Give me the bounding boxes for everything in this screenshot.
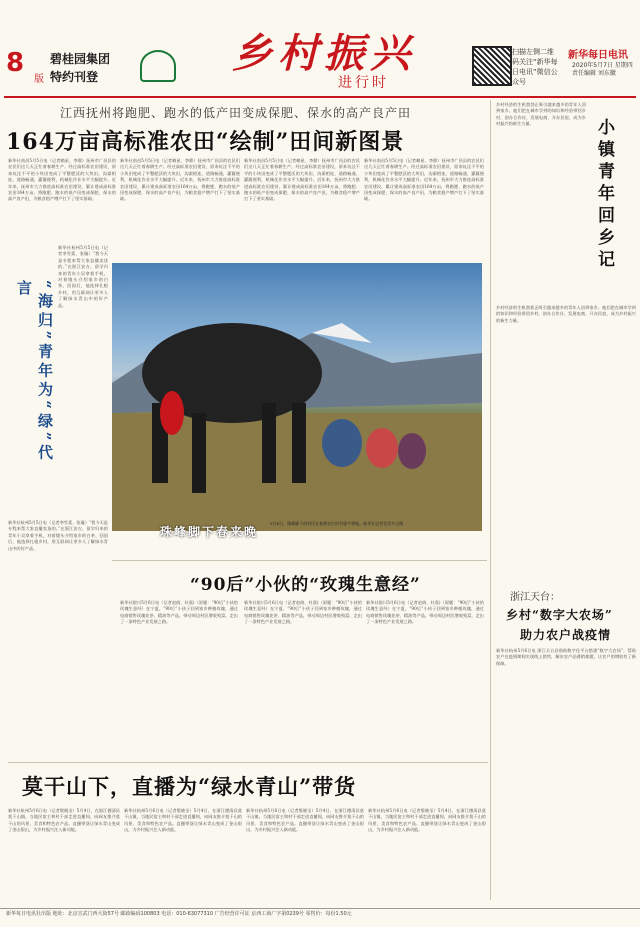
main-kicker: 江西抚州将跑肥、跑水的低产田变成保肥、保水的高产良产田 bbox=[60, 106, 412, 120]
mid-body-col1: 新华社银川5月6日电（记者赵倩、杜嘉)（原题：“90后”小伙的玫瑰生意经）在宁夏，“90后”小伙子回到家乡种植玫瑰，通过电商销售玫瑰花茶、精油等产品，带动周边村民增收致富，走出了一条特色产业发展之路。 bbox=[120, 600, 238, 625]
left-story-body-bottom: 新华社杭州5月5日电（记者李雪柔、张璇）“我今天是专程来帮大家直播卖货的。”在浙江安吉，留学归来的青年小吴拿着手机，对着镜头介绍家乡的白茶。回国后，他选择扎根乡村，用互联网让更多人了解绿水青山中的好产品。 bbox=[8, 520, 108, 551]
main-body-col4: 新华社南昌5月5日电（记者赖星、李鼎）抚州市广昌县的农民们这几天正忙着春耕生产。经过高标准农田建设，原来坑洼不平的小块田变成了平整肥沃的大块田，沟渠相连，道路畅通，灌溉便利，机械化作业水平大幅提升。近年来，抚州市大力推进高标准农田建设，累计建成高标准农田164万亩，将跑肥、跑水的低产田变成保肥、保水的高产良产田，为粮食稳产增产打下了坚实基础。 bbox=[364, 158, 484, 202]
footer-imprint: 新华每日电讯社出版 地址：北京宣武门西大街57号 邮政编码100803 电话：010-63077310 广告经营许可证 京西工商广字第0239号 零售价：每份1.50元 bbox=[0, 908, 640, 927]
mid-body-col2: 新华社银川5月6日电（记者赵倩、杜嘉)（原题：“90后”小伙的玫瑰生意经）在宁夏，“90后”小伙子回到家乡种植玫瑰，通过电商销售玫瑰花茶、精油等产品，带动周边村民增收致富，走出了一条特色产业发展之路。 bbox=[244, 600, 362, 625]
qr-text: 扫描左侧二维码关注“新华每日电讯”微信公众号 bbox=[512, 48, 558, 86]
masthead-divider bbox=[4, 96, 636, 98]
masthead bbox=[0, 0, 640, 95]
mid-body-col3: 新华社银川5月6日电（记者赵倩、杜嘉)（原题：“90后”小伙的玫瑰生意经）在宁夏，“90后”小伙子回到家乡种植玫瑰，通过电商销售玫瑰花茶、精油等产品，带动周边村民增收致富，走出了一条特色产业发展之路。 bbox=[366, 600, 484, 625]
main-body-col3: 新华社南昌5月5日电（记者赖星、李鼎）抚州市广昌县的农民们这几天正忙着春耕生产。经过高标准农田建设，原来坑洼不平的小块田变成了平整肥沃的大块田，沟渠相连，道路畅通，灌溉便利，机械化作业水平大幅提升。近年来，抚州市大力推进高标准农田建设，累计建成高标准农田164万亩，将跑肥、跑水的低产田变成保肥、保水的高产良产田，为粮食稳产增产打下了坚实基础。 bbox=[244, 158, 360, 202]
bottom-divider bbox=[8, 762, 488, 763]
mid-headline: “90后”小伙的“玫瑰生意经” bbox=[190, 575, 421, 595]
right-bottom-body: 新华社杭州5月6日电 浙江天台县借助数字化平台搭建“数字大农场”，帮助农户在疫情期间实现线上销售，解决农产品滞销难题，让农户的增收有了新保障。 bbox=[496, 648, 636, 666]
bottom-body-col3: 新华社杭州5月6日电（记者殷晓圣）5月4日，在浙江德清县莫干山镇，当地民宿主和村干部走进直播间，向网友推介莫干山的风景、美食和特色农产品。直播带货让绿水青山变成了金山银山，为乡村振兴注入新动能。 bbox=[246, 808, 364, 833]
right-column-divider bbox=[490, 100, 491, 900]
right-bottom-headline-2: 助力农户战疫情 bbox=[520, 628, 612, 642]
left-vertical-title: “海归”青年为“绿”代言 bbox=[15, 280, 54, 464]
bottom-body-col1: 新华社杭州5月6日电（记者殷晓圣）5月4日，在浙江德清县莫干山镇，当地民宿主和村干部走进直播间，向网友推介莫干山的风景、美食和特色农产品。直播带货让绿水青山变成了金山银山，为乡村振兴注入新动能。 bbox=[8, 808, 120, 833]
issue-date: 2020年5月7日 星期四 责任编辑 刘东徽 bbox=[572, 62, 633, 77]
main-headline: 164万亩高标准农田“绘制”田间新图景 bbox=[6, 129, 405, 155]
paper-name: 新华每日电讯 bbox=[568, 50, 628, 61]
qr-code-icon bbox=[472, 46, 512, 86]
page-label: 版 bbox=[34, 74, 44, 85]
yak-ploughing-photo bbox=[112, 263, 482, 531]
right-story-body-a: 乡村经济的生机勃勃正吸引越来越多的青年人回到家乡。他们把在城市学到的知识和经验带回乡村，创办合作社、发展电商、开办民宿，成为乡村振兴的新生力量。 bbox=[496, 102, 586, 127]
main-body-col2: 新华社南昌5月5日电（记者赖星、李鼎）抚州市广昌县的农民们这几天正忙着春耕生产。经过高标准农田建设，原来坑洼不平的小块田变成了平整肥沃的大块田，沟渠相连，道路畅通，灌溉便利，机械化作业水平大幅提升。近年来，抚州市大力推进高标准农田建设，累计建成高标准农田164万亩，将跑肥、跑水的低产田变成保肥、保水的高产良产田，为粮食稳产增产打下了坚实基础。 bbox=[120, 158, 240, 202]
bottom-body-col2: 新华社杭州5月6日电（记者殷晓圣）5月4日，在浙江德清县莫干山镇，当地民宿主和村干部走进直播间，向网友推介莫干山的风景、美食和特色农产品。直播带货让绿水青山变成了金山银山，为乡村振兴注入新动能。 bbox=[124, 808, 242, 833]
bottom-headline: 莫干山下，直播为“绿水青山”带货 bbox=[22, 774, 357, 799]
bottom-body-col4: 新华社杭州5月6日电（记者殷晓圣）5月4日，在浙江德清县莫干山镇，当地民宿主和村干部走进直播间，向网友推介莫干山的风景、美食和特色农产品。直播带货让绿水青山变成了金山银山，为乡村振兴注入新动能。 bbox=[368, 808, 486, 833]
right-bottom-headline-1: 乡村“数字大农场” bbox=[506, 608, 613, 622]
page-number: 8 bbox=[6, 48, 25, 78]
column-title: 乡村振兴 bbox=[232, 30, 416, 77]
right-vertical-title: 小镇青年回乡记 bbox=[594, 118, 614, 272]
country-garden-logo-icon bbox=[140, 50, 176, 82]
right-bottom-kicker: 浙江天台： bbox=[510, 592, 560, 603]
advertiser-sub: 特约刊登 bbox=[50, 70, 99, 84]
main-body-col1: 新华社南昌5月5日电（记者赖星、李鼎）抚州市广昌县的农民们这几天正忙着春耕生产。经过高标准农田建设，原来坑洼不平的小块田变成了平整肥沃的大块田，沟渠相连，道路畅通，灌溉便利，机械化作业水平大幅提升。近年来，抚州市大力推进高标准农田建设，累计建成高标准农田164万亩，将跑肥、跑水的低产田变成保肥、保水的高产良产田，为粮食稳产增产打下了坚实基础。 bbox=[8, 158, 116, 202]
left-story-body-top: 新华社杭州5月5日电（记者李雪柔、张璇）“我今天是专程来帮大家直播卖货的。”在浙江安吉，留学归来的青年小吴拿着手机，对着镜头介绍家乡的白茶。回国后，他选择扎根乡村，用互联网让更多人了解绿水青山中的好产品。 bbox=[58, 245, 108, 308]
photo-art-caption: 珠峰脚下春来晚 bbox=[160, 525, 259, 539]
advertiser-name: 碧桂园集团 bbox=[50, 52, 111, 66]
photo-illustration bbox=[112, 263, 482, 531]
photo-caption: 5月4日，珠峰脚下的村民在春耕农忙时节驱牛耕地。新华社记者晋美多吉摄 bbox=[270, 521, 404, 526]
right-story-body-b: 乡村经济的生机勃勃正吸引越来越多的青年人回到家乡。他们把在城市学到的知识和经验带回乡村，创办合作社、发展电商、开办民宿，成为乡村振兴的新生力量。 bbox=[496, 305, 636, 323]
mid-divider bbox=[112, 560, 487, 561]
column-subtitle: 进行时 bbox=[338, 75, 389, 91]
